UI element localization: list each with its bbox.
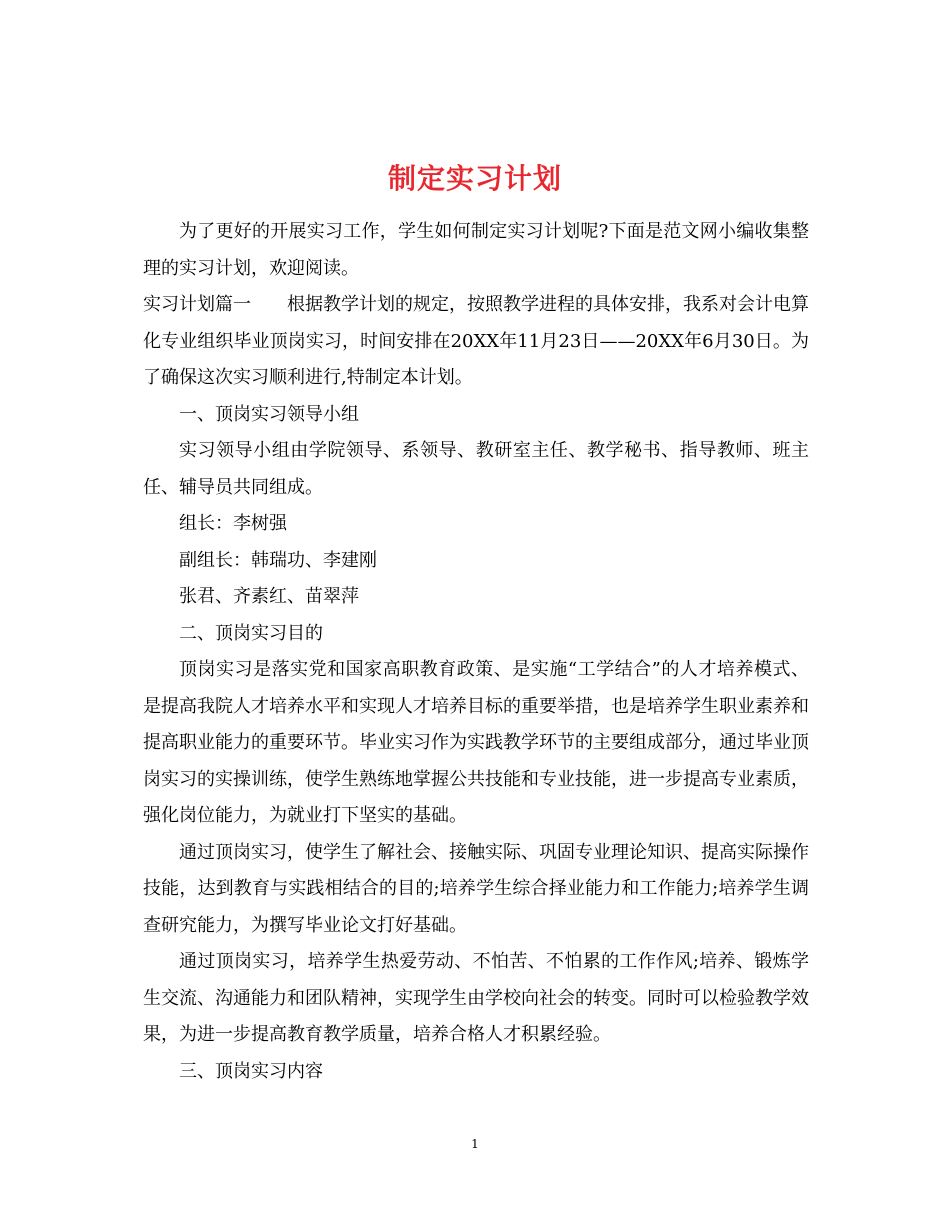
section-heading-purpose: 二、顶岗实习目的 bbox=[179, 622, 323, 644]
plan-one-paragraph: 实习计划篇一 根据教学计划的规定，按照教学进程的具体安排，我系对会计电算化专业组织毕业顶岗实习，时间安排在20XX年11月23日——20XX年6月30日。为了确保这次实习顺利进行,特制定本计划。 bbox=[143, 294, 809, 388]
deputy-leader-line: 副组长：韩瑞功、李建刚 bbox=[179, 549, 377, 571]
document-title: 制定实习计划 bbox=[387, 161, 562, 195]
intro-paragraph: 为了更好的开展实习工作，学生如何制定实习计划呢?下面是范文网小编收集整理的实习计划，欢迎阅读。 bbox=[143, 221, 809, 279]
purpose-paragraph-1: 顶岗实习是落实党和国家高职教育政策、是实施“工学结合”的人才培养模式、是提高我院人才培养水平和实现人才培养目标的重要举措，也是培养学生职业素养和提高职业能力的重要环节。毕业实习作为实践教学环节的主要组成部分，通过毕业顶岗实习的实操训练，使学生熟练地掌握公共技能和专业技能，进一步提高专业素质，强化岗位能力，为就业打下坚实的基础。 bbox=[143, 659, 809, 826]
page-number: 1 bbox=[471, 1137, 479, 1151]
section-heading-content: 三、顶岗实习内容 bbox=[179, 1060, 323, 1082]
group-leader-line: 组长：李树强 bbox=[179, 513, 287, 534]
section-heading-leadership-group: 一、顶岗实习领导小组 bbox=[179, 403, 359, 425]
document-body bbox=[143, 214, 809, 1090]
purpose-paragraph-2: 通过顶岗实习，使学生了解社会、接触实际、巩固专业理论知识、提高实际操作技能，达到教育与实践相结合的目的;培养学生综合择业能力和工作能力;培养学生调查研究能力，为撰写毕业论文打好基础。 bbox=[143, 841, 809, 936]
members-line: 张君、齐素红、苗翠萍 bbox=[179, 586, 359, 607]
leadership-group-paragraph: 实习领导小组由学院领导、系领导、教研室主任、教学秘书、指导教师、班主任、辅导员共同组成。 bbox=[143, 440, 809, 498]
purpose-paragraph-3: 通过顶岗实习，培养学生热爱劳动、不怕苦、不怕累的工作作风;培养、锻炼学生交流、沟通能力和团队精神，实现学生由学校向社会的转变。同时可以检验教学效果，为进一步提高教育教学质量，培养合格人才积累经验。 bbox=[143, 951, 809, 1045]
